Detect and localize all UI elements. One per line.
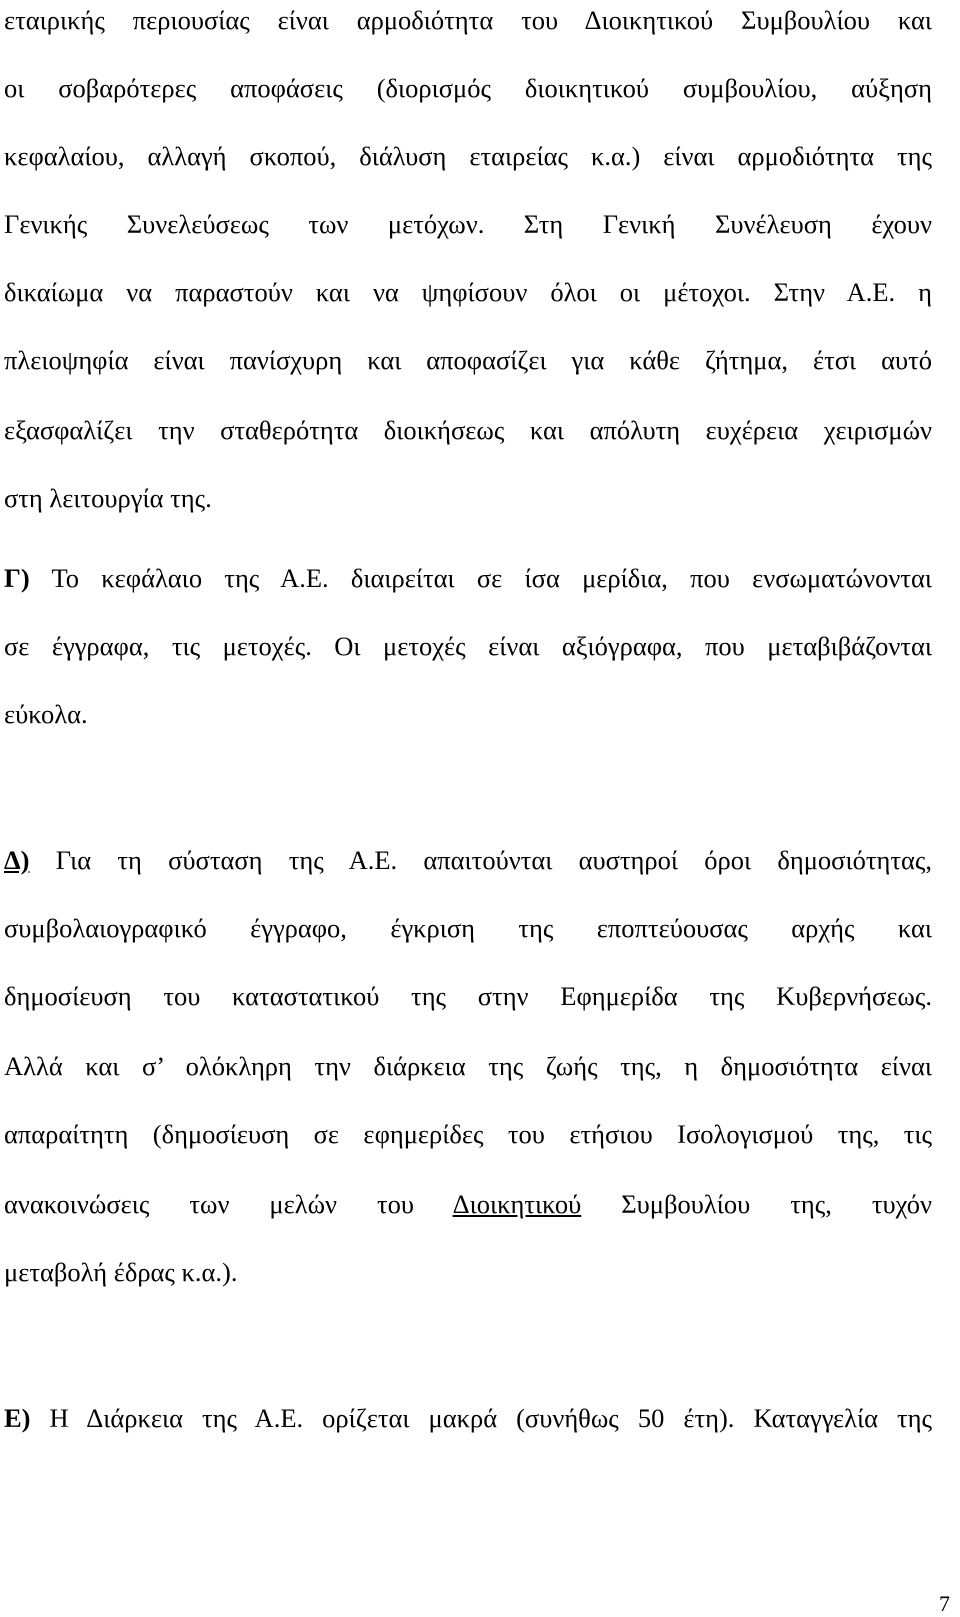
- page-number: 7: [939, 1591, 950, 1616]
- text-line: εξασφαλίζει την σταθερότητα διοικήσεως και απόλυτη ευχέρεια χειρισμών: [4, 415, 932, 445]
- section-e-heading-line: [4, 1402, 932, 1434]
- text-line: στη λειτουργία της.: [4, 483, 212, 513]
- text-line: συμβολαιογραφικό έγγραφο, έγκριση της εποπτεύουσας αρχής και: [4, 913, 932, 943]
- section-label: Γ): [4, 563, 30, 593]
- section-d-heading-line: [4, 844, 932, 876]
- text-line: δικαίωμα να παραστούν και να ψηφίσουν όλοι οι μέτοχοι. Στην Α.Ε. η: [4, 277, 932, 307]
- section-text: Η Διάρκεια της Α.Ε. ορίζεται μακρά (συνήθως 50 έτη). Καταγγελία της: [30, 1403, 932, 1433]
- section-g-heading-line: [4, 562, 932, 594]
- text-line: εύκολα.: [4, 699, 88, 729]
- section-text: Το κεφάλαιο της Α.Ε. διαιρείται σε ίσα μερίδια, που ενσωματώνονται: [29, 563, 932, 593]
- text-line: δημοσίευση του καταστατικού της στην Εφημερίδα της Κυβερνήσεως.: [4, 981, 932, 1011]
- text-line: μεταβολή έδρας κ.α.).: [4, 1257, 238, 1287]
- text-line: σε έγγραφα, τις μετοχές. Οι μετοχές είναι αξιόγραφα, που μεταβιβάζονται: [4, 631, 932, 661]
- text-segment: ανακοινώσεις των μελών του: [4, 1189, 453, 1219]
- text-line: πλειοψηφία είναι πανίσχυρη και αποφασίζει για κάθε ζήτημα, έτσι αυτό: [4, 345, 932, 375]
- text-line: [4, 1188, 932, 1220]
- text-segment: Συμβουλίου της, τυχόν: [581, 1189, 933, 1219]
- text-line: οι σοβαρότερες αποφάσεις (διορισμός διοικητικού συμβουλίου, αύξηση: [4, 73, 932, 103]
- section-label: Ε): [4, 1403, 31, 1433]
- text-line: απαραίτητη (δημοσίευση σε εφημερίδες του ετήσιου Ισολογισμού της, τις: [4, 1119, 932, 1149]
- text-line: κεφαλαίου, αλλαγή σκοπού, διάλυση εταιρείας κ.α.) είναι αρμοδιότητα της: [4, 141, 932, 171]
- section-text: Για τη σύσταση της Α.Ε. απαιτούνται αυστηροί όροι δημοσιότητας,: [29, 845, 932, 875]
- section-label: Δ): [4, 845, 30, 875]
- text-line: Γενικής Συνελεύσεως των μετόχων. Στη Γενική Συνέλευση έχουν: [4, 209, 932, 239]
- text-line: εταιρικής περιουσίας είναι αρμοδιότητα του Διοικητικού Συμβουλίου και: [4, 5, 932, 35]
- text-line: Αλλά και σ’ ολόκληρη την διάρκεια της ζωής της, η δημοσιότητα είναι: [4, 1051, 932, 1081]
- underlined-term: Διοικητικού: [452, 1189, 582, 1219]
